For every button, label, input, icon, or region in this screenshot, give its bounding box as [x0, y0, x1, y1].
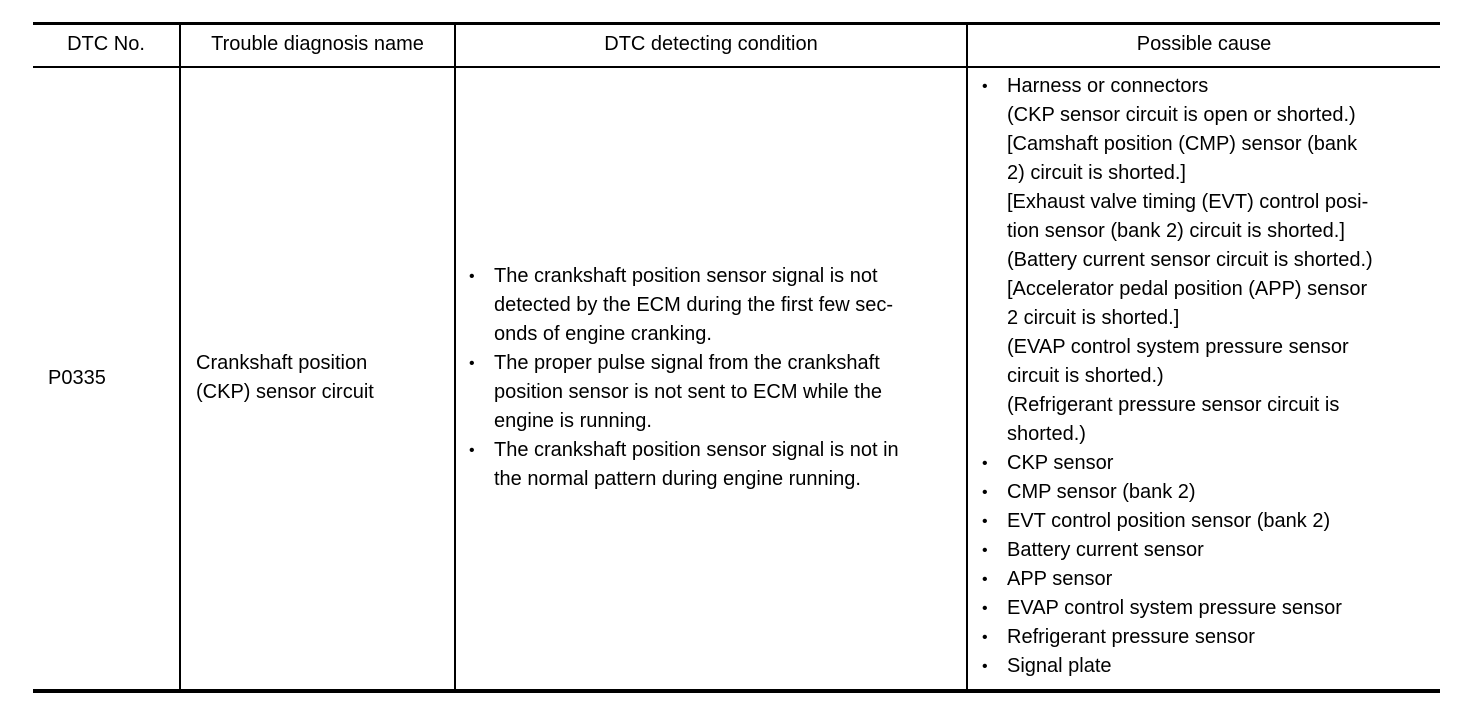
cause-line: • APP sensor [1007, 568, 1113, 590]
cause-line: (CKP sensor circuit is open or shorted.) [1007, 104, 1356, 126]
cause-line: (EVAP control system pressure sensor [1007, 336, 1349, 358]
cause-line: 2) circuit is shorted.] [1007, 162, 1186, 184]
condition-line: • The crankshaft position sensor signal is not in [494, 439, 899, 461]
cause-item [980, 449, 1373, 478]
cause-item [980, 72, 1373, 449]
cause-line: (Battery current sensor circuit is shorted.) [1007, 249, 1373, 271]
possible-cause-list [980, 72, 1373, 681]
cause-line: • CMP sensor (bank 2) [1007, 481, 1196, 503]
condition-line: position sensor is not sent to ECM while the [494, 381, 882, 403]
cause-line: tion sensor (bank 2) circuit is shorted.] [1007, 220, 1345, 242]
cause-line: • Battery current sensor [1007, 539, 1204, 561]
cause-item [980, 652, 1373, 681]
dtc-number: P0335 [48, 367, 106, 389]
diagnosis-name-line: Crankshaft position [196, 352, 368, 374]
condition-item [467, 262, 899, 349]
cause-line: • Signal plate [1007, 655, 1112, 677]
cause-item [980, 478, 1373, 507]
condition-item [467, 349, 899, 436]
cause-item [980, 565, 1373, 594]
cause-line: • EVAP control system pressure sensor [1007, 597, 1342, 619]
cause-item [980, 536, 1373, 565]
header-detecting-condition: DTC detecting condition [604, 33, 818, 55]
cause-line: (Refrigerant pressure sensor circuit is [1007, 394, 1340, 416]
condition-line: • The crankshaft position sensor signal is not [494, 265, 878, 287]
column-divider-2 [454, 23, 456, 692]
diagnosis-name-line: (CKP) sensor circuit [196, 381, 374, 403]
condition-line: detected by the ECM during the first few sec- [494, 294, 894, 316]
cause-item [980, 623, 1373, 652]
header-bottom-rule [33, 66, 1440, 68]
cause-item [980, 507, 1373, 536]
table-bottom-rule [33, 689, 1440, 693]
column-divider-1 [179, 23, 181, 692]
cause-line: shorted.) [1007, 423, 1086, 445]
cause-line: • EVT control position sensor (bank 2) [1007, 510, 1331, 532]
condition-line: onds of engine cranking. [494, 323, 712, 345]
column-divider-3 [966, 23, 968, 692]
condition-item [467, 436, 899, 494]
condition-line: • The proper pulse signal from the crankshaft [494, 352, 880, 374]
cause-line: • Harness or connectors [1007, 75, 1209, 97]
cause-line: • Refrigerant pressure sensor [1007, 626, 1255, 648]
cause-line: • CKP sensor [1007, 452, 1114, 474]
cause-line: 2 circuit is shorted.] [1007, 307, 1180, 329]
cause-line: [Accelerator pedal position (APP) sensor [1007, 278, 1368, 300]
condition-line: engine is running. [494, 410, 652, 432]
cause-line: [Camshaft position (CMP) sensor (bank [1007, 133, 1358, 155]
cause-line: circuit is shorted.) [1007, 365, 1164, 387]
detecting-condition-list [467, 262, 899, 494]
condition-line: the normal pattern during engine running. [494, 468, 861, 490]
header-dtc-no: DTC No. [67, 33, 145, 55]
header-possible-cause: Possible cause [1136, 33, 1272, 55]
header-diagnosis-name: Trouble diagnosis name [211, 33, 424, 55]
cause-item [980, 594, 1373, 623]
diagnosis-name [196, 349, 374, 407]
cause-line: [Exhaust valve timing (EVT) control posi- [1007, 191, 1369, 213]
